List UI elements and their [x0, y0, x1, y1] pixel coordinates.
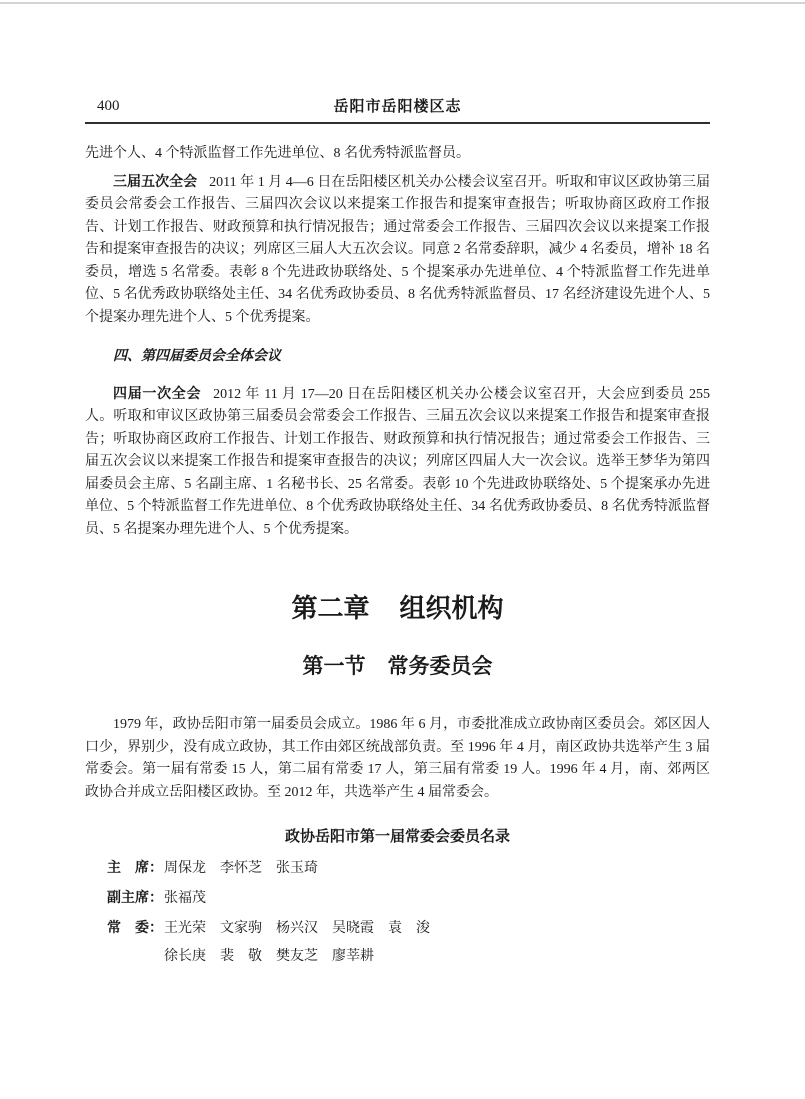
roster-row	[107, 913, 710, 943]
roster-names: 张福茂	[164, 891, 206, 906]
chapter-title: 组织机构	[399, 593, 504, 623]
page-number: 400	[97, 98, 120, 114]
section-heading	[85, 653, 710, 681]
scan-edge-line	[0, 2, 805, 4]
list-heading-fourth-committee: 四、第四届委员会全体会议	[113, 349, 281, 364]
section-number: 第一节	[302, 655, 366, 678]
roster-row	[107, 883, 710, 913]
roster-list	[107, 853, 710, 971]
meeting-paragraph-third-plenary	[85, 170, 710, 330]
roster-names: 周保龙 李怀芝 张玉琦	[164, 861, 318, 876]
book-title: 岳阳市岳阳楼区志	[333, 98, 462, 115]
roster-label-chairman: 主 席：	[107, 859, 163, 875]
roster-row	[107, 853, 710, 883]
running-header	[85, 98, 710, 124]
roster-row	[107, 943, 710, 971]
page-body	[85, 0, 710, 971]
chapter-number: 第二章	[291, 593, 370, 623]
carryover-paragraph: 先进个人、4 个特派监督工作先进单位、8 名优秀特派监督员。	[85, 146, 470, 161]
chapter-heading	[85, 591, 710, 625]
roster-title: 政协岳阳市第一届常委会委员名录	[284, 828, 510, 845]
section-title: 常务委员会	[387, 655, 493, 678]
roster-names: 徐长庚 裴 敬 樊友芝 廖莘耕	[164, 949, 374, 964]
meeting-title: 四届一次全会	[113, 384, 202, 401]
meeting-text: 2011 年 1 月 4—6 日在岳阳楼区机关办公楼会议室召开。听取和审议区政协第三届委员会常委会工作报告、三届四次会议以来提案工作报告和提案审查报告；听取协商区政府工作报告、计划工作报告、财政预算和执行情况报告；通过常委会工作报告、三届四次会议以来提案工作报告和提案审查报告的决议；列席区三届人大五次会议。同意 2 名常委辞职，减少 4 名委员，增补 18 名委员，增选 5 名常委。表彰 8 个先进政协联络处、5 个提案承办先进单位、4 个特派监督工作先进单位、5 名优秀政协联络处主任、34 名优秀政协委员、8 名优秀特派监督员、17 名经济建设先进个人、5 个提案办理先进个人、5 个优秀提案。	[85, 174, 710, 325]
roster-label-standing-members: 常 委：	[107, 919, 163, 935]
meeting-title: 三届五次全会	[113, 172, 198, 189]
intro-paragraph: 1979 年，政协岳阳市第一届委员会成立。1986 年 6 月，市委批准成立政协南区委员会。郊区因人口少，界别少，没有成立政协，其工作由郊区统战部负责。至 1996 年 4 月，南区政协共选举产生 3 届常委会。第一届有常委 15 人，第二届有常委 17 人，第三届有常委 19 人。1996 年 4 月，南、郊两区政协合并成立岳阳楼区政协。至 2012 年，共选举产生 4 届常委会。	[85, 717, 710, 800]
roster-label-vice-chairman: 副主席：	[107, 889, 163, 905]
meeting-text: 2012 年 11 月 17—20 日在岳阳楼区机关办公楼会议室召开，大会应到委员 255 人。听取和审议区政协第三届委员会常委会工作报告、三届五次会议以来提案工作报告和提案审查报告；听取协商区政府工作报告、计划工作报告、财政预算和执行情况报告；通过常委会工作报告、三届五次会议以来提案工作报告和提案审查报告的决议；列席区四届人大一次会议。选举王梦华为第四届委员会主席、5 名副主席、1 名秘书长、25 名常委。表彰 10 个先进政协联络处、5 个提案承办先进单位、5 个特派监督工作先进单位、8 个优秀政协联络处主任、34 名优秀政协委员、8 名优秀特派监督员、5 名提案办理先进个人、5 个优秀提案。	[85, 386, 710, 537]
meeting-paragraph-fourth-plenary	[85, 382, 710, 542]
roster-names: 王光荣 文家驹 杨兴汉 吴晓霞 袁 浚	[164, 921, 430, 936]
